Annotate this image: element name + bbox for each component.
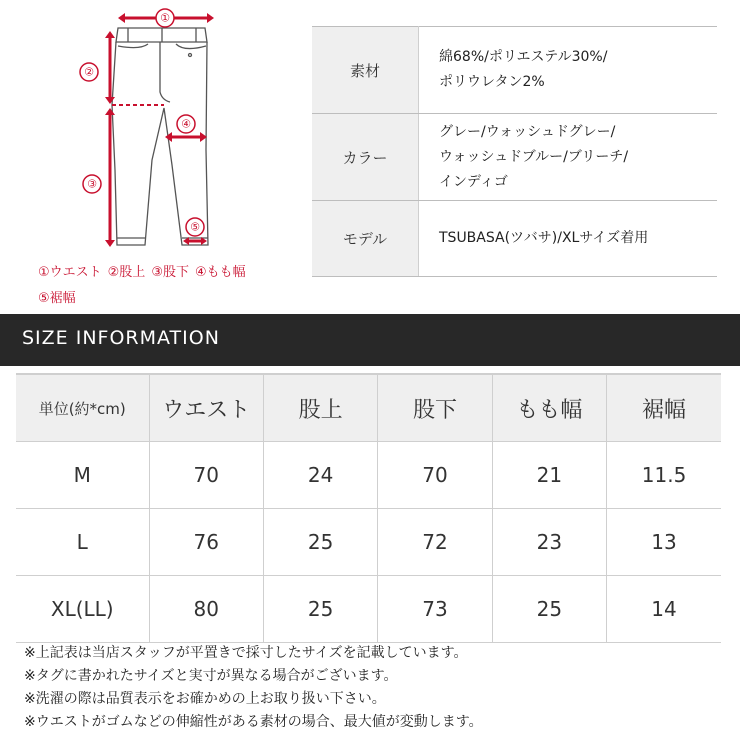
header-inseam: 股下 — [378, 374, 492, 442]
table-cell: 24 — [263, 442, 377, 509]
marker-2-label: ② — [84, 65, 94, 79]
size-table-header-row — [16, 374, 721, 442]
size-notes — [24, 642, 724, 734]
table-row — [16, 576, 721, 643]
table-cell: 72 — [378, 509, 492, 576]
table-cell: 13 — [607, 509, 721, 576]
table-cell: 25 — [492, 576, 606, 643]
spec-row-color — [312, 114, 717, 201]
spec-value-model — [419, 201, 718, 277]
measurement-legend — [38, 260, 298, 312]
legend-item-hem: ⑤裾幅 — [38, 291, 76, 306]
size-information-banner — [0, 314, 740, 366]
size-table — [16, 373, 721, 643]
spec-label-color: カラー — [312, 114, 419, 201]
legend-item-inseam: ③股下 — [151, 265, 189, 280]
spec-value-line: グレー/ウォッシュドグレー/ — [439, 123, 616, 140]
size-label-cell: XL(LL) — [16, 576, 149, 643]
note-line: ※洗濯の際は品質表示をお確かめの上お取り扱い下さい。 — [24, 691, 386, 707]
banner-title: SIZE INFORMATION — [22, 327, 220, 349]
note-line: ※ウエストがゴムなどの伸縮性がある素材の場合、最大値が変動します。 — [24, 714, 483, 730]
table-cell: 14 — [607, 576, 721, 643]
spec-value-line: TSUBASA(ツバサ)/XLサイズ着用 — [439, 230, 649, 246]
header-waist: ウエスト — [149, 374, 263, 442]
header-unit: 単位(約*cm) — [16, 374, 149, 442]
table-cell: 70 — [378, 442, 492, 509]
spec-value-line: インディゴ — [439, 173, 508, 190]
marker-4-label: ④ — [181, 117, 191, 131]
marker-1-label: ① — [160, 11, 170, 25]
note-line: ※タグに書かれたサイズと実寸が異なる場合がございます。 — [24, 668, 398, 684]
note-line: ※上記表は当店スタッフが平置きで採寸したサイズを記載しています。 — [24, 645, 468, 661]
legend-item-thigh: ④もも幅 — [194, 265, 246, 280]
size-label-cell: M — [16, 442, 149, 509]
spec-label-material: 素材 — [312, 27, 419, 114]
spec-label-model: モデル — [312, 201, 419, 277]
legend-item-waist: ①ウエスト — [38, 265, 102, 280]
table-row — [16, 509, 721, 576]
marker-5-label: ⑤ — [190, 220, 200, 234]
spec-value-line: 綿68%/ポリエステル30%/ — [439, 49, 608, 65]
spec-value-material — [419, 27, 718, 114]
spec-row-model — [312, 201, 717, 277]
marker-3-label: ③ — [87, 177, 97, 191]
header-rise: 股上 — [263, 374, 377, 442]
table-cell: 11.5 — [607, 442, 721, 509]
spec-value-line: ウォッシュドブルー/ブリーチ/ — [439, 148, 629, 165]
table-cell: 76 — [149, 509, 263, 576]
table-cell: 25 — [263, 576, 377, 643]
table-cell: 23 — [492, 509, 606, 576]
table-cell: 80 — [149, 576, 263, 643]
spec-value-color — [419, 114, 718, 201]
spec-value-line: ポリウレタン2% — [439, 74, 545, 90]
header-hem: 裾幅 — [607, 374, 721, 442]
legend-item-rise: ②股上 — [107, 265, 146, 280]
header-thigh: もも幅 — [492, 374, 606, 442]
table-cell: 70 — [149, 442, 263, 509]
table-row — [16, 442, 721, 509]
spec-row-material — [312, 27, 717, 114]
table-cell: 73 — [378, 576, 492, 643]
table-cell: 21 — [492, 442, 606, 509]
product-spec-table — [312, 26, 717, 277]
table-cell: 25 — [263, 509, 377, 576]
size-label-cell: L — [16, 509, 149, 576]
